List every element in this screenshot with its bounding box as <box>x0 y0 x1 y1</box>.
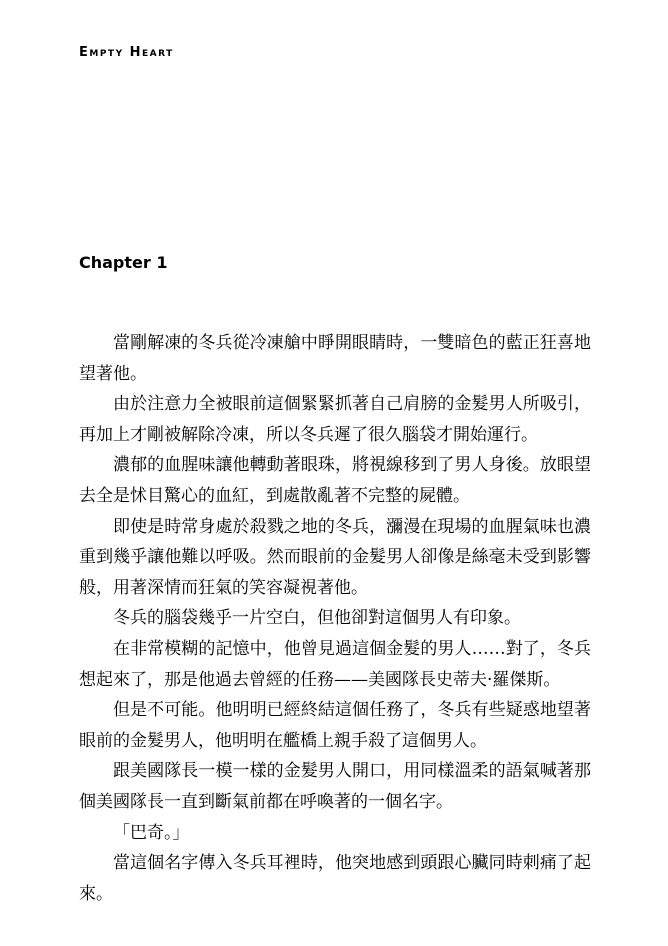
paragraph: 跟美國隊長一模一樣的金髮男人開口，用同樣溫柔的語氣喊著那個美國隊長一直到斷氣前都在呼喚著的一個名字。 <box>79 761 591 812</box>
paragraph: 當剛解凍的冬兵從冷凍艙中睜開眼睛時，一雙暗色的藍正狂喜地望著他。 <box>79 333 591 384</box>
paragraph: 當這個名字傳入冬兵耳裡時，他突地感到頭跟心臟同時刺痛了起來。 <box>79 853 591 904</box>
paragraph: 在非常模糊的記憶中，他曾見過這個金髮的男人……對了，冬兵想起來了，那是他過去曾經的任務——美國隊長史蒂夫·羅傑斯。 <box>79 638 591 690</box>
paragraph: 冬兵的腦袋幾乎一片空白，但他卻對這個男人有印象。 <box>113 608 521 629</box>
paragraph: 即使是時常身處於殺戮之地的冬兵，瀰漫在現場的血腥氣味也濃重到幾乎讓他難以呼吸。然而眼前的金髮男人卻像是絲毫未受到影響般，用著深情而狂氣的笑容凝視著他。 <box>79 516 591 598</box>
paragraph: 「巴奇。」 <box>113 822 190 843</box>
paragraph: 濃郁的血腥味讓他轉動著眼珠，將視線移到了男人身後。放眼望去全是怵目驚心的血紅，到處散亂著不完整的屍體。 <box>79 455 591 506</box>
body-text <box>79 328 591 909</box>
paragraph: 由於注意力全被眼前這個緊緊抓著自己肩膀的金髮男人所吸引，再加上才剛被解除冷凍，所以冬兵遲了很久腦袋才開始運行。 <box>79 394 591 445</box>
paragraph: 但是不可能。他明明已經終結這個任務了，冬兵有些疑惑地望著眼前的金髮男人，他明明在艦橋上親手殺了這個男人。 <box>79 700 591 751</box>
chapter-title: Chapter 1 <box>79 253 168 272</box>
running-header: Empty Heart <box>79 45 174 60</box>
